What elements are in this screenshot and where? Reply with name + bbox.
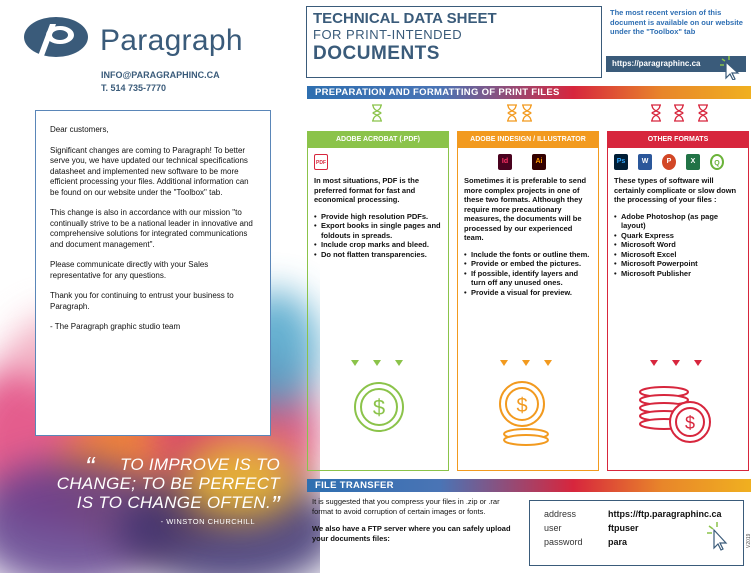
click-cursor-icon: [718, 56, 748, 80]
list-item: • Quark Express: [614, 231, 742, 241]
letter-signature: - The Paragraph graphic studio team: [50, 322, 181, 331]
list-item: • Adobe Photoshop (as page layout): [614, 212, 742, 231]
powerpoint-icon: P: [662, 154, 676, 170]
hourglass-icon: [371, 104, 383, 122]
illustrator-icon: Ai: [532, 154, 546, 170]
hourglass-icon: [673, 104, 685, 122]
column-intro: In most situations, PDF is the preferred format for fast and economical processing.: [314, 176, 420, 204]
brand-name: Paragraph: [100, 24, 243, 57]
word-icon: W: [638, 154, 652, 170]
file-transfer-paragraph: It is suggested that you compress your files in .zip or .rar format to avoid corruption of certain images or fonts.: [312, 497, 500, 516]
down-arrows-icon: [650, 360, 702, 368]
quote-line: IS TO CHANGE OFTEN.: [76, 493, 272, 512]
hourglass-icon: [697, 104, 709, 122]
indesign-icon: Id: [498, 154, 512, 170]
svg-text:$: $: [372, 395, 386, 420]
file-transfer-text: [312, 497, 512, 551]
datasheet-title-box: [306, 6, 602, 78]
version-tag: V2019: [746, 533, 752, 548]
quote-author: - WINSTON CHURCHILL: [160, 517, 255, 526]
click-cursor-icon: [704, 522, 738, 552]
title-line-1: TECHNICAL DATA SHEET: [313, 10, 497, 27]
contact-phone: T. 514 735-7770: [101, 83, 167, 93]
website-link[interactable]: https://paragraphinc.ca: [606, 56, 746, 72]
pdf-file-icon: PDF: [314, 154, 328, 170]
column-title: ADOBE INDESIGN / ILLUSTRATOR: [458, 132, 598, 148]
down-arrows-icon: [351, 360, 403, 368]
quark-icon: Q: [710, 154, 724, 170]
title-line-2: FOR PRINT-INTENDED: [313, 27, 463, 42]
svg-text:$: $: [684, 413, 696, 433]
column-list: [464, 250, 592, 298]
brand-logo: [20, 14, 270, 94]
title-line-3: DOCUMENTS: [313, 43, 440, 64]
toolbox-note: The most recent version of this document is available on our website under the "Toolbox" tab: [610, 8, 743, 36]
column-intro: Sometimes it is preferable to send more complex projects in one of these two formats. Although they require more precautionary measures, the documents will be processed by our experienced team.: [464, 176, 587, 242]
photoshop-icon: Ps: [614, 154, 628, 170]
column-intro: These types of software will certainly complicate or slow down the processing of your files :: [614, 176, 737, 204]
churchill-quote: [40, 451, 280, 526]
list-item: • Microsoft Excel: [614, 250, 742, 260]
open-quote-mark: “: [85, 451, 95, 482]
file-transfer-paragraph: We also have a FTP server where you can safely upload your documents files:: [312, 524, 511, 543]
list-item: • If possible, identify layers and turn off any unused ones.: [464, 269, 592, 288]
contact-email[interactable]: INFO@PARAGRAPHINC.CA: [101, 70, 220, 80]
list-item: • Microsoft Word: [614, 240, 742, 250]
svg-text:$: $: [516, 395, 528, 417]
hourglass-icon: [521, 104, 533, 122]
column-list: [614, 212, 742, 279]
letter-greeting: Dear customers,: [50, 125, 109, 134]
dollar-coin-stack-icon: [492, 378, 554, 448]
paragraph-logo-icon: [20, 14, 90, 60]
down-arrows-icon: [500, 360, 552, 368]
list-item: • Include the fonts or outline them.: [464, 250, 592, 260]
column-title: OTHER FORMATS: [608, 132, 748, 148]
letter-paragraph: Please communicate directly with your Sales representative for any questions.: [50, 260, 209, 280]
list-item: • Provide high resolution PDFs.: [314, 212, 442, 222]
list-item: • Provide a visual for preview.: [464, 288, 592, 298]
ftp-password-value: para: [608, 537, 628, 547]
list-item: • Microsoft Publisher: [614, 269, 742, 279]
list-item: • Microsoft Powerpoint: [614, 259, 742, 269]
column-title: ADOBE ACROBAT (.PDF): [308, 132, 448, 148]
list-item: • Include crop marks and bleed.: [314, 240, 442, 250]
section-bar-file-transfer: FILE TRANSFER: [307, 479, 751, 492]
ftp-address-label: address: [544, 509, 577, 519]
column-list: [314, 212, 442, 260]
quote-line: CHANGE; TO BE PERFECT: [56, 474, 280, 493]
ftp-address-value[interactable]: https://ftp.paragraphinc.ca: [608, 509, 722, 519]
list-item: • Export books in single pages and foldouts in spreads.: [314, 221, 442, 240]
list-item: • Do not flatten transparencies.: [314, 250, 442, 260]
list-item: • Provide or embed the pictures.: [464, 259, 592, 269]
ftp-user-label: user: [544, 523, 562, 533]
letter-paragraph: Significant changes are coming to Paragraph! To better serve you, we have updated our technical specifications datasheet and implemented new software to be more efficient processing your files. Additional information can be found on our website under the "Toolbox" tab.: [50, 145, 249, 197]
hourglass-icon: [506, 104, 518, 122]
customer-letter: [35, 110, 271, 436]
letter-paragraph: Thank you for continuing to entrust your business to Paragraph.: [50, 291, 234, 311]
dollar-coins-pile-icon: [636, 380, 712, 446]
section-bar-preparation: PREPARATION AND FORMATTING OF PRINT FILES: [307, 86, 751, 99]
hourglass-icon: [650, 104, 662, 122]
excel-icon: X: [686, 154, 700, 170]
quote-line: TO IMPROVE IS TO: [119, 455, 280, 474]
letter-paragraph: This change is also in accordance with our mission "to continually strive to be a national leader in innovative and comprehensive solutions for integrated communications and document management".: [50, 208, 253, 249]
dollar-coin-icon: [352, 380, 406, 434]
close-quote-mark: ”: [271, 490, 280, 520]
ftp-user-value: ftpuser: [608, 523, 639, 533]
ftp-password-label: password: [544, 537, 583, 547]
